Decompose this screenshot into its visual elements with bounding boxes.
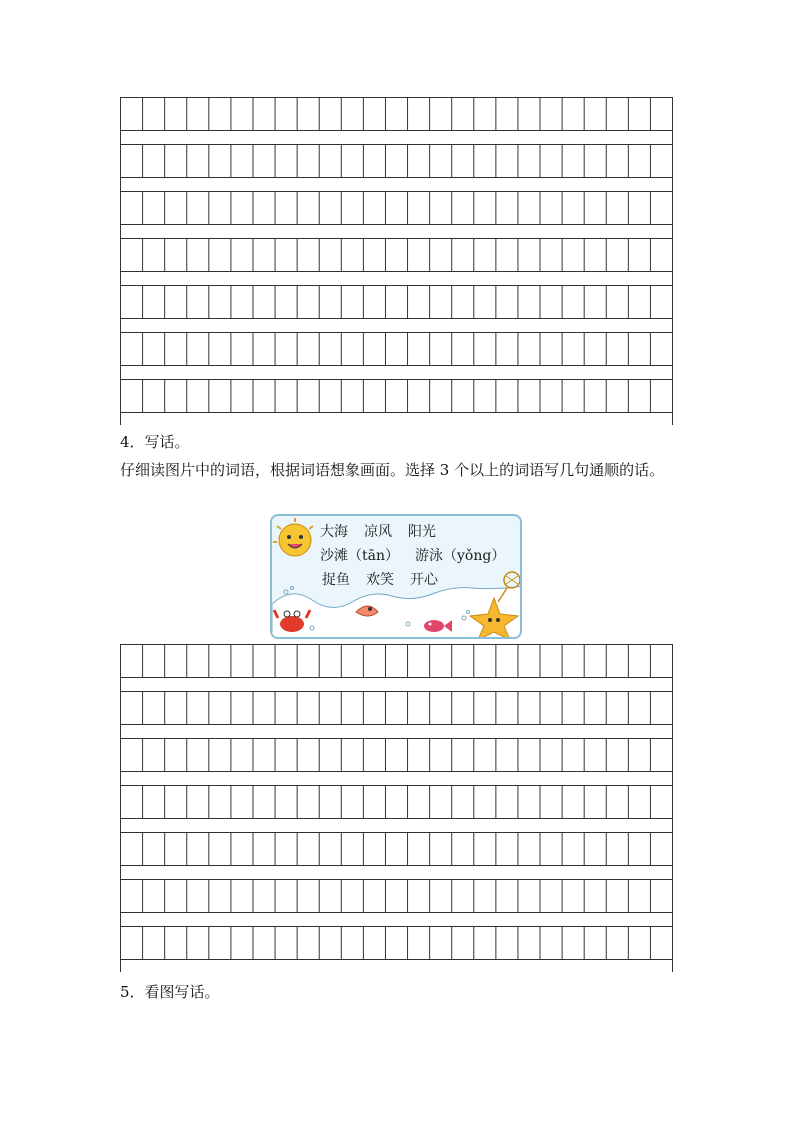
question-4-title: 4．写话。 [120,433,190,451]
word: 欢笑 [366,572,394,588]
word: 捉鱼 [322,572,350,588]
grid-row[interactable] [121,880,673,927]
grid-row[interactable] [121,239,673,286]
sun-icon [273,518,313,556]
writing-grid-lines [120,97,673,425]
question-5-title: 5．看图写话。 [120,983,220,1001]
word: 阳光 [408,524,436,540]
grid-row[interactable] [121,692,673,739]
writing-grid-bottom[interactable] [120,644,673,972]
grid-row[interactable] [121,927,673,973]
question-4-instruction: 仔细读图片中的词语，根据词语想象画面。选择 3 个以上的词语写几句通顺的话。 [120,461,665,479]
grid-row[interactable] [121,833,673,880]
grid-row[interactable] [121,192,673,239]
grid-row[interactable] [121,145,673,192]
vocabulary-picture [270,514,522,639]
word-list [320,520,505,592]
grid-row[interactable] [121,645,673,692]
word: 大海 [320,524,348,540]
grid-row[interactable] [121,98,673,145]
grid-row[interactable] [121,380,673,426]
grid-row[interactable] [121,786,673,833]
writing-grid-lines [120,644,673,972]
word: 沙滩（tān） [320,548,399,564]
grid-row[interactable] [121,286,673,333]
word-row [320,568,505,592]
word: 游泳（yǒng） [415,548,506,564]
writing-grid-top[interactable] [120,97,673,425]
word-row [320,520,505,544]
grid-row[interactable] [121,333,673,380]
grid-row[interactable] [121,739,673,786]
word-row [320,544,505,568]
word: 开心 [410,572,438,588]
word: 凉风 [364,524,392,540]
